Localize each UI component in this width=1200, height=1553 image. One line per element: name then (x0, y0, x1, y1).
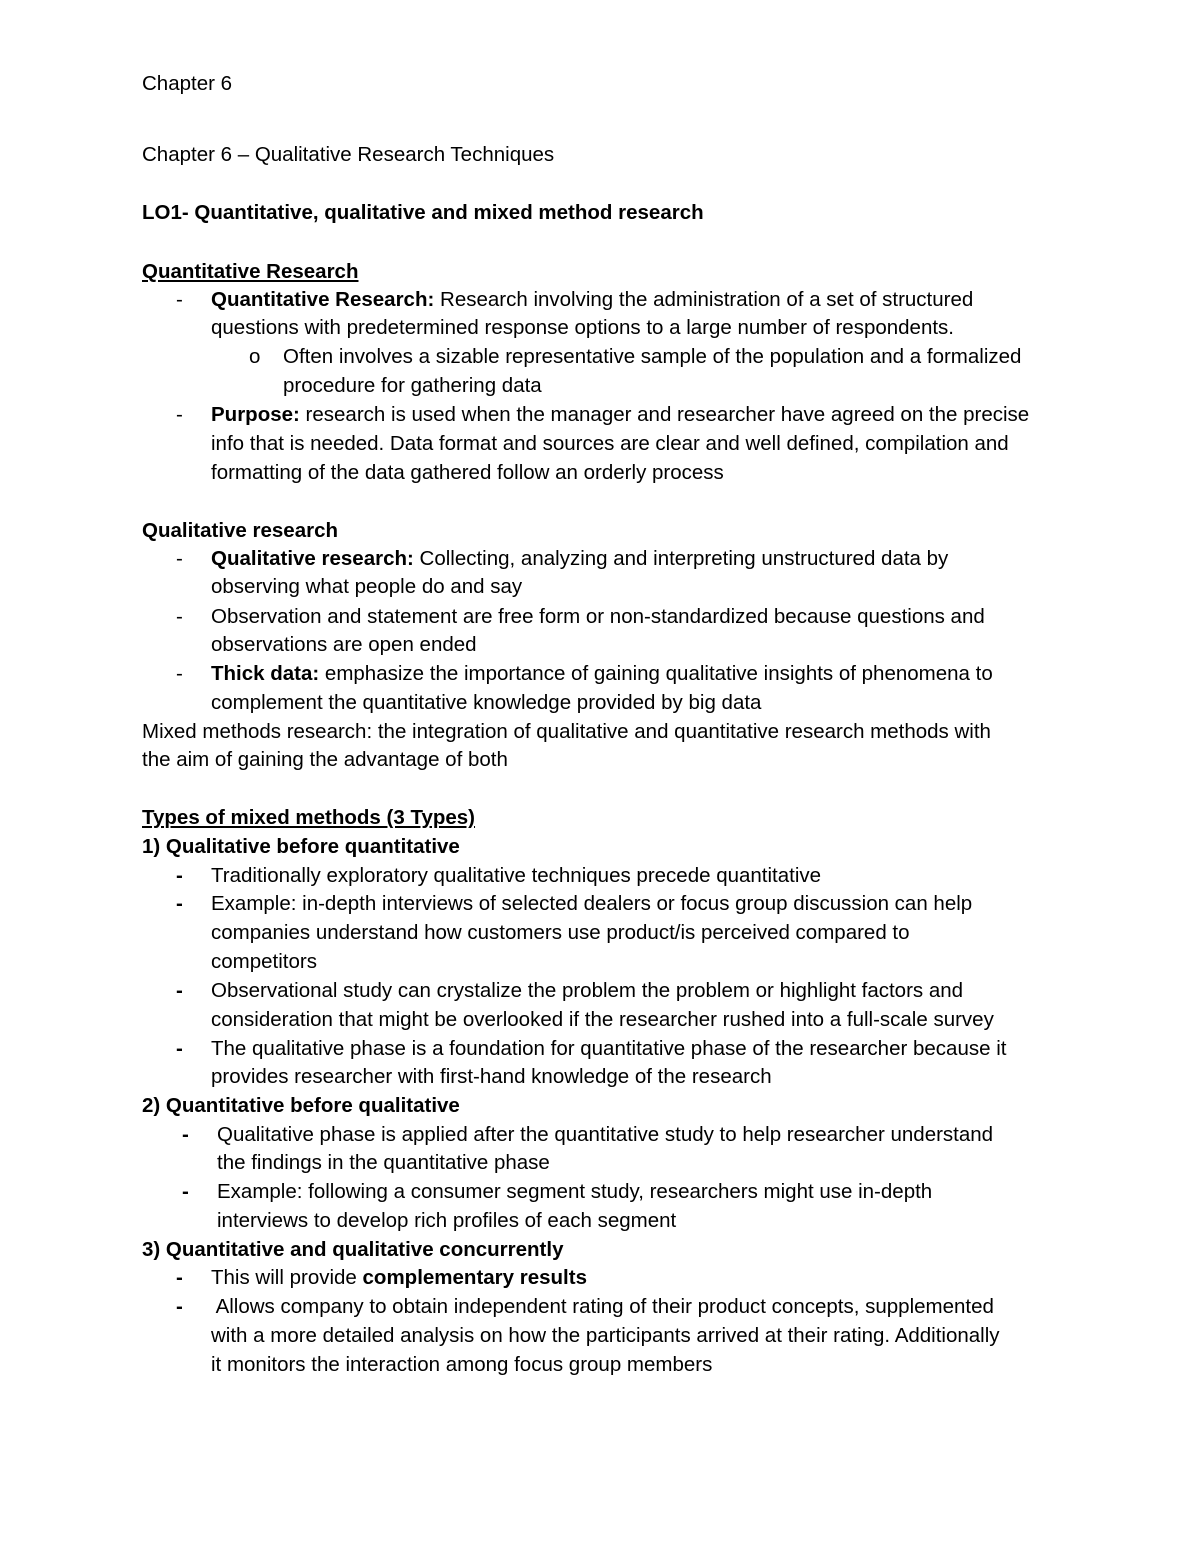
types-heading: Types of mixed methods (3 Types) (142, 806, 476, 829)
t3-b2-l1: Allows company to obtain independent rating of their product concepts, supplemented (211, 1295, 994, 1318)
purpose-term: Purpose: (211, 403, 300, 426)
purpose-line1 (211, 401, 1029, 429)
qual-def-line1 (211, 545, 948, 573)
qual-heading: Qualitative research (142, 519, 338, 542)
t1-b3-l2: consideration that might be overlooked if the researcher rushed into a full-scale survey (211, 1008, 994, 1031)
list-dash: - (176, 662, 183, 685)
list-dash: - (176, 288, 183, 311)
t1-b3-l1: Observational study can crystalize the problem the problem or highlight factors and (211, 979, 964, 1002)
t1-b2-l2: companies understand how customers use product/is perceived compared to (211, 921, 910, 944)
list-dash: - (176, 403, 183, 426)
qual-def-term: Qualitative research: (211, 547, 414, 570)
t1-b4-l1: The qualitative phase is a foundation for quantitative phase of the researcher because it (211, 1037, 1007, 1060)
quant-heading: Quantitative Research (142, 260, 359, 283)
purpose-line3: formatting of the data gathered follow an orderly process (211, 461, 724, 484)
t2-b2-l1: Example: following a consumer segment study, researchers might use in-depth (217, 1180, 933, 1203)
qual-def-line2: observing what people do and say (211, 575, 523, 598)
t2-b1-l2: the findings in the quantitative phase (217, 1151, 550, 1174)
list-dash: - (176, 1037, 183, 1060)
t3-b1 (211, 1264, 587, 1292)
t1-b4-l2: provides researcher with first-hand knowledge of the research (211, 1065, 772, 1088)
t2-b1-l1: Qualitative phase is applied after the quantitative study to help researcher understand (217, 1123, 994, 1146)
quant-def-line2: questions with predetermined response options to a large number of respondents. (211, 316, 955, 339)
purpose-text: research is used when the manager and researcher have agreed on the precise (299, 403, 1030, 426)
list-dash: - (176, 864, 183, 887)
list-dash: - (176, 979, 183, 1002)
qual-def-text: Collecting, analyzing and interpreting unstructured data by (413, 547, 949, 570)
quant-def-line1 (211, 286, 973, 314)
thick-term: Thick data: (211, 662, 320, 685)
lo1-heading: LO1- Quantitative, qualitative and mixed method research (142, 201, 704, 224)
document-title: Chapter 6 – Qualitative Research Techniques (142, 143, 555, 166)
t1-b1: Traditionally exploratory qualitative techniques precede quantitative (211, 864, 822, 887)
mixed-line1: Mixed methods research: the integration of qualitative and quantitative research methods with (142, 720, 991, 743)
mixed-line2: the aim of gaining the advantage of both (142, 748, 508, 771)
list-dash: - (176, 1266, 183, 1289)
type1-heading: 1) Qualitative before quantitative (142, 835, 460, 858)
t2-b2-l2: interviews to develop rich profiles of each segment (217, 1209, 677, 1232)
type2-heading: 2) Quantitative before qualitative (142, 1094, 460, 1117)
list-dash: - (176, 1295, 183, 1318)
list-dash: - (176, 605, 183, 628)
thick-text: emphasize the importance of gaining qualitative insights of phenomena to (319, 662, 993, 685)
list-dash: - (182, 1123, 189, 1146)
purpose-line2: info that is needed. Data format and sources are clear and well defined, compilation and (211, 432, 1009, 455)
t1-b2-l1: Example: in-depth interviews of selected dealers or focus group discussion can help (211, 892, 973, 915)
quant-def-term: Quantitative Research: (211, 288, 435, 311)
quant-def-text: Research involving the administration of a set of structured (434, 288, 974, 311)
obs-line2: observations are open ended (211, 633, 477, 656)
thick-line1 (211, 660, 993, 688)
header-label: Chapter 6 (142, 72, 233, 95)
list-dash: - (182, 1180, 189, 1203)
t3-b2-l2: with a more detailed analysis on how the participants arrived at their rating. Additionally (211, 1324, 1000, 1347)
sub-bullet-marker: o (249, 345, 261, 368)
t3-b1-plain: This will provide (211, 1266, 363, 1289)
thick-line2: complement the quantitative knowledge provided by big data (211, 691, 762, 714)
list-dash: - (176, 547, 183, 570)
t1-b2-l3: competitors (211, 950, 317, 973)
obs-line1: Observation and statement are free form or non-standardized because questions and (211, 605, 985, 628)
list-dash: - (176, 892, 183, 915)
t3-b1-bold: complementary results (362, 1266, 587, 1289)
quant-sub-line2: procedure for gathering data (283, 374, 542, 397)
quant-sub-line1: Often involves a sizable representative sample of the population and a formalized (283, 345, 1022, 368)
t3-b2-l3: it monitors the interaction among focus group members (211, 1353, 713, 1376)
type3-heading: 3) Quantitative and qualitative concurrently (142, 1238, 564, 1261)
